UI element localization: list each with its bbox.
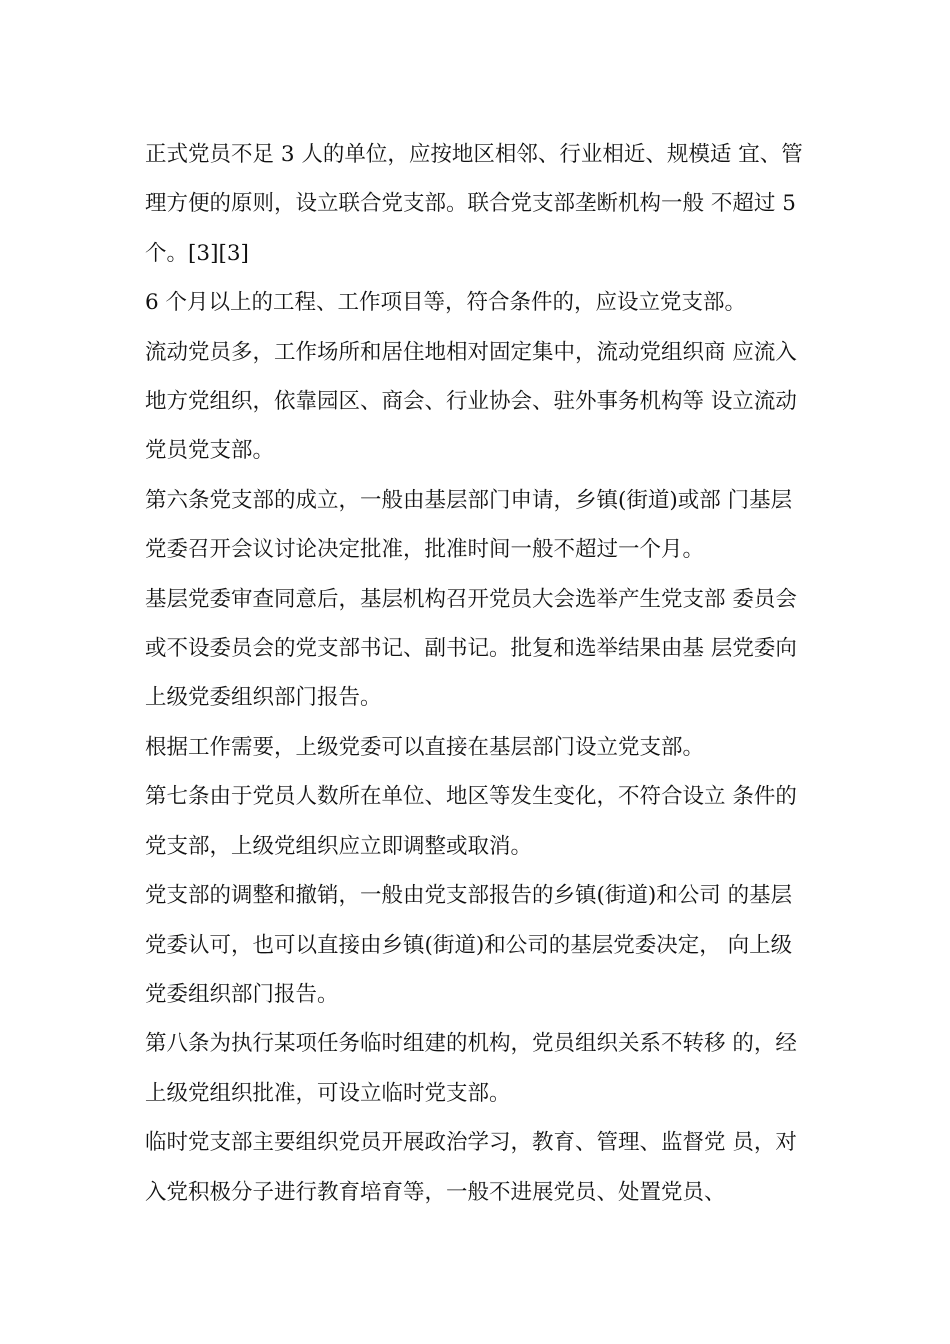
paragraph xyxy=(145,1019,810,1118)
text-line: 条件的党支部，上级党组织应立即调整或取消。 xyxy=(145,784,797,859)
text-line: 正式党员不足 3 人的单位，应按地区相邻、行业相近、规模适 xyxy=(145,142,732,167)
paragraph xyxy=(145,328,810,476)
text-line: 向上级党委组织部门报告。 xyxy=(145,932,793,1007)
text-line: 不超过 5 个。[3][3] xyxy=(145,191,796,266)
paragraph xyxy=(145,575,810,723)
text-line: 党支部的调整和撤销，一般由党支部报告的乡镇(街道)和公司 xyxy=(145,883,721,909)
text-line: 的，经上级党组织批准，可设立临时党支部。 xyxy=(145,1031,797,1106)
paragraph xyxy=(145,1118,810,1217)
paragraph xyxy=(145,476,810,575)
text-line: 设立流动党员党支部。 xyxy=(145,389,797,464)
paragraph xyxy=(145,130,810,278)
paragraph xyxy=(145,723,810,772)
text-line: 委员会或不设委员会的党支部书记、副书记。批复和选举结果由基 xyxy=(145,586,797,662)
paragraph xyxy=(145,871,810,1019)
text-line: 宜、管理方便的原则，设立联合党支部。联合党支部垄断机构一般 xyxy=(145,142,803,217)
document-page xyxy=(145,130,810,1217)
paragraph xyxy=(145,772,810,871)
text-line: 第七条由于党员人数所在单位、地区等发生变化，不符合设立 xyxy=(145,784,726,810)
text-line: 的基层党委认可，也可以直接由乡镇(街道)和公司的基层党委决定， xyxy=(145,883,793,958)
text-line: 第六条党支部的成立，一般由基层部门申请，乡镇(街道)或部 xyxy=(145,487,721,513)
text-line: 应流入地方党组织，依靠园区、商会、行业协会、驻外事务机构等 xyxy=(145,339,797,415)
text-line: 根据工作需要，上级党委可以直接在基层部门设立党支部。 xyxy=(145,734,705,760)
text-line: 6 个月以上的工程、工作项目等，符合条件的，应设立党支部。 xyxy=(145,290,747,316)
text-line: 基层党委审查同意后，基层机构召开党员大会选举产生党支部 xyxy=(145,586,726,612)
text-line: 层党委向上级党委组织部门报告。 xyxy=(145,636,797,711)
text-line: 临时党支部主要组织党员开展政治学习，教育、管理、监督党 xyxy=(145,1130,726,1156)
paragraph xyxy=(145,278,810,327)
text-line: 流动党员多，工作场所和居住地相对固定集中，流动党组织商 xyxy=(145,339,726,365)
text-line: 第八条为执行某项任务临时组建的机构，党员组织关系不转移 xyxy=(145,1031,726,1057)
text-line: 门基层党委召开会议讨论决定批准，批准时间一般不超过一个月。 xyxy=(145,487,793,563)
text-line: 员，对入党积极分子进行教育培育等，一般不进展党员、处置党员、 xyxy=(145,1130,797,1205)
